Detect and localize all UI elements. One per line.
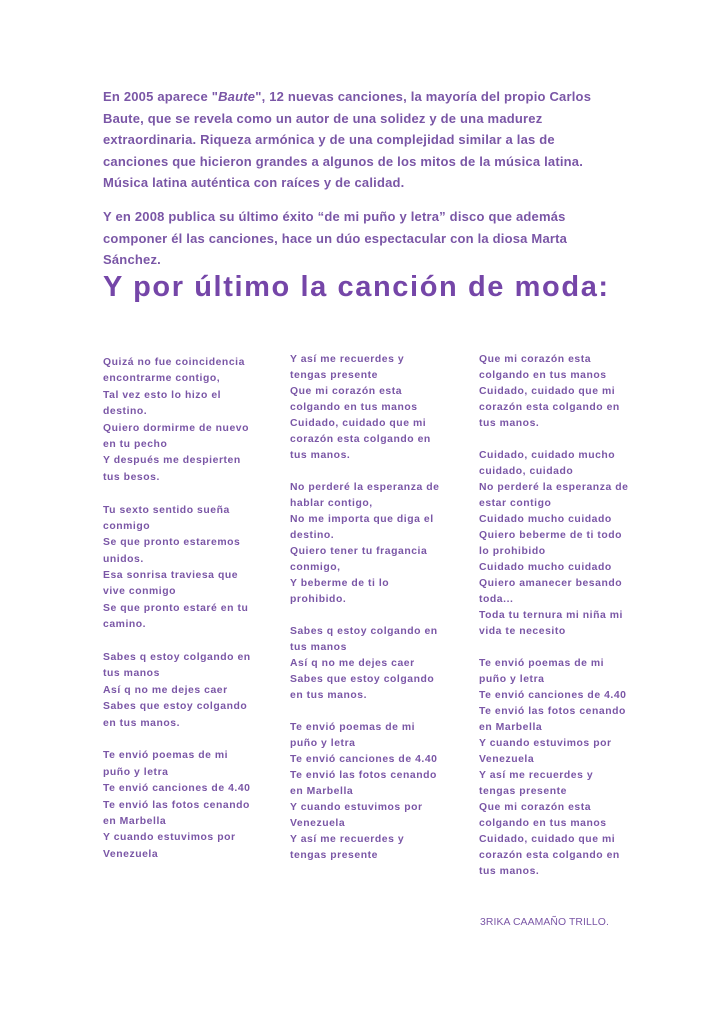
lyric-line: Te envió poemas de mi [479, 658, 605, 669]
intro-paragraph-1 [103, 86, 623, 194]
lyric-line: Se que pronto estaré en tu [103, 602, 249, 614]
lyric-line: Que mi corazón esta [290, 386, 403, 397]
lyric-line: Te envió poemas de mi [290, 722, 416, 733]
lyric-line: prohibido. [290, 594, 347, 605]
lyric-line: Te envió las fotos cenando [479, 706, 626, 717]
lyric-line: Y después me despierten [103, 455, 241, 467]
lyric-line: Esa sonrisa traviesa que [103, 570, 239, 582]
stanza-gap [103, 486, 251, 502]
lyric-line: puño y letra [103, 766, 169, 778]
author-signature: 3RIKA CAAMAÑO TRILLO. [480, 917, 609, 928]
lyric-line: en tus manos. [290, 690, 368, 701]
lyric-line: Te envió canciones de 4.40 [103, 783, 251, 795]
lyric-line: lo prohibido [479, 546, 546, 557]
lyric-line: Venezuela [479, 754, 535, 765]
lyric-line: Cuidado mucho cuidado [479, 562, 612, 573]
lyric-line: Y así me recuerdes y [290, 834, 405, 845]
lyric-line: Te envió canciones de 4.40 [479, 690, 627, 701]
album-title-italic: Baute [218, 89, 256, 104]
lyric-line: Y cuando estuvimos por [103, 832, 236, 844]
lyric-line: tengas presente [290, 850, 378, 861]
lyric-line: Cuidado, cuidado mucho [479, 450, 616, 461]
lyric-line: colgando en tus manos [479, 818, 607, 829]
lyric-line: en tu pecho [103, 438, 168, 450]
lyric-line: Quiero amanecer besando [479, 578, 623, 589]
lyric-line: Sabes q estoy colgando en [290, 626, 438, 637]
lyric-line: tengas presente [479, 786, 567, 797]
lyric-line: Quiero dormirme de nuevo [103, 422, 249, 434]
lyric-line: Quiero beberme de ti todo [479, 530, 623, 541]
lyric-line: en tus manos. [103, 717, 181, 729]
lyric-line: Cuidado, cuidado que mi [479, 834, 616, 845]
stanza-gap [479, 432, 628, 448]
lyric-line: corazón esta colgando en [479, 402, 620, 413]
lyric-line: hablar contigo, [290, 498, 373, 509]
lyric-line: camino. [103, 619, 147, 631]
stanza-gap [479, 640, 628, 656]
lyric-line: destino. [290, 530, 335, 541]
lyric-line: Y cuando estuvimos por [290, 802, 423, 813]
lyric-line: Y cuando estuvimos por [479, 738, 612, 749]
lyric-line: Cuidado, cuidado que mi [479, 386, 616, 397]
lyric-line: toda... [479, 594, 514, 605]
lyric-line: tus manos. [479, 418, 540, 429]
lyric-line: No me importa que diga el [290, 514, 434, 525]
stanza-gap [290, 608, 439, 624]
lyric-line: Cuidado, cuidado que mi [290, 418, 427, 429]
lyric-line: Quiero tener tu fragancia [290, 546, 428, 557]
lyric-line: Te envió las fotos cenando [103, 799, 250, 811]
lyric-line: tengas presente [290, 370, 378, 381]
lyric-line: conmigo, [290, 562, 341, 573]
intro-paragraph-2: Y en 2008 publica su último éxito “de mi puño y letra” disco que además componer él las canciones, hace un dúo espectacular con la diosa Marta Sánchez. [103, 208, 568, 268]
lyric-line: vive conmigo [103, 586, 177, 598]
lyric-line: Y beberme de ti lo [290, 578, 390, 589]
lyric-line: Sabes q estoy colgando en [103, 652, 251, 664]
lyric-line: No perderé la esperanza de [290, 482, 440, 493]
lyric-line: Venezuela [103, 848, 159, 860]
lyric-line: vida te necesito [479, 626, 566, 637]
intro-p1-after: ", 12 nuevas canciones, la mayoría del propio Carlos Baute, que se revela como un autor de una solidez y de una madurez extraordinaria. Riqueza armónica y de una complejidad similar a las de canciones que hicieron grandes a algunos de los mitos de la música latina. Música latina auténtica con raíces y de calidad. [103, 89, 592, 191]
lyric-line: en Marbella [479, 722, 543, 733]
lyric-line: Te envió canciones de 4.40 [290, 754, 438, 765]
lyric-line: destino. [103, 406, 148, 418]
stanza-gap [290, 464, 439, 480]
lyric-line: Se que pronto estaremos [103, 537, 241, 549]
lyrics-column-3 [479, 352, 628, 880]
lyric-line: colgando en tus manos [290, 402, 418, 413]
lyric-line: corazón esta colgando en [290, 434, 431, 445]
lyric-line: Y así me recuerdes y [479, 770, 594, 781]
lyric-line: Te envió poemas de mi [103, 750, 229, 762]
lyric-line: Que mi corazón esta [479, 354, 592, 365]
lyric-line: en Marbella [103, 815, 167, 827]
lyric-line: Quizá no fue coincidencia [103, 357, 245, 368]
lyric-line: puño y letra [479, 674, 545, 685]
lyric-line: tus manos. [479, 866, 540, 877]
intro-text [103, 86, 623, 271]
intro-p1-before: En 2005 aparece " [103, 89, 219, 104]
lyric-line: unidos. [103, 553, 144, 565]
lyric-line: corazón esta colgando en [479, 850, 620, 861]
lyric-line: colgando en tus manos [479, 370, 607, 381]
lyric-line: puño y letra [290, 738, 356, 749]
lyrics-column-2 [290, 352, 439, 864]
lyric-line: en Marbella [290, 786, 354, 797]
lyric-line: Sabes que estoy colgando [290, 674, 435, 685]
lyric-line: tus manos. [290, 450, 351, 461]
lyric-line: tus besos. [103, 471, 160, 483]
lyric-line: cuidado, cuidado [479, 466, 574, 477]
lyric-line: No perderé la esperanza de [479, 482, 629, 493]
lyric-line: encontrarme contigo, [103, 373, 221, 385]
lyric-line: Cuidado mucho cuidado [479, 514, 612, 525]
stanza-gap [290, 704, 439, 720]
lyric-line: Tu sexto sentido sueña [103, 504, 230, 516]
stanza-gap [103, 732, 251, 748]
lyric-line: Venezuela [290, 818, 346, 829]
lyric-line: Y así me recuerdes y [290, 354, 405, 365]
lyric-line: conmigo [103, 520, 151, 532]
lyric-line: tus manos [290, 642, 347, 653]
lyrics-column-1 [103, 355, 251, 863]
lyric-line: Sabes que estoy colgando [103, 701, 248, 713]
lyric-line: Toda tu ternura mi niña mi [479, 610, 623, 621]
section-heading: Y por último la canción de moda: [103, 271, 610, 303]
lyric-line: Así q no me dejes caer [290, 658, 415, 669]
lyric-line: tus manos [103, 668, 160, 680]
stanza-gap [103, 634, 251, 650]
lyric-line: Que mi corazón esta [479, 802, 592, 813]
lyric-line: Tal vez esto lo hizo el [103, 389, 222, 401]
lyric-line: Así q no me dejes caer [103, 684, 228, 696]
lyric-line: estar contigo [479, 498, 552, 509]
lyric-line: Te envió las fotos cenando [290, 770, 437, 781]
